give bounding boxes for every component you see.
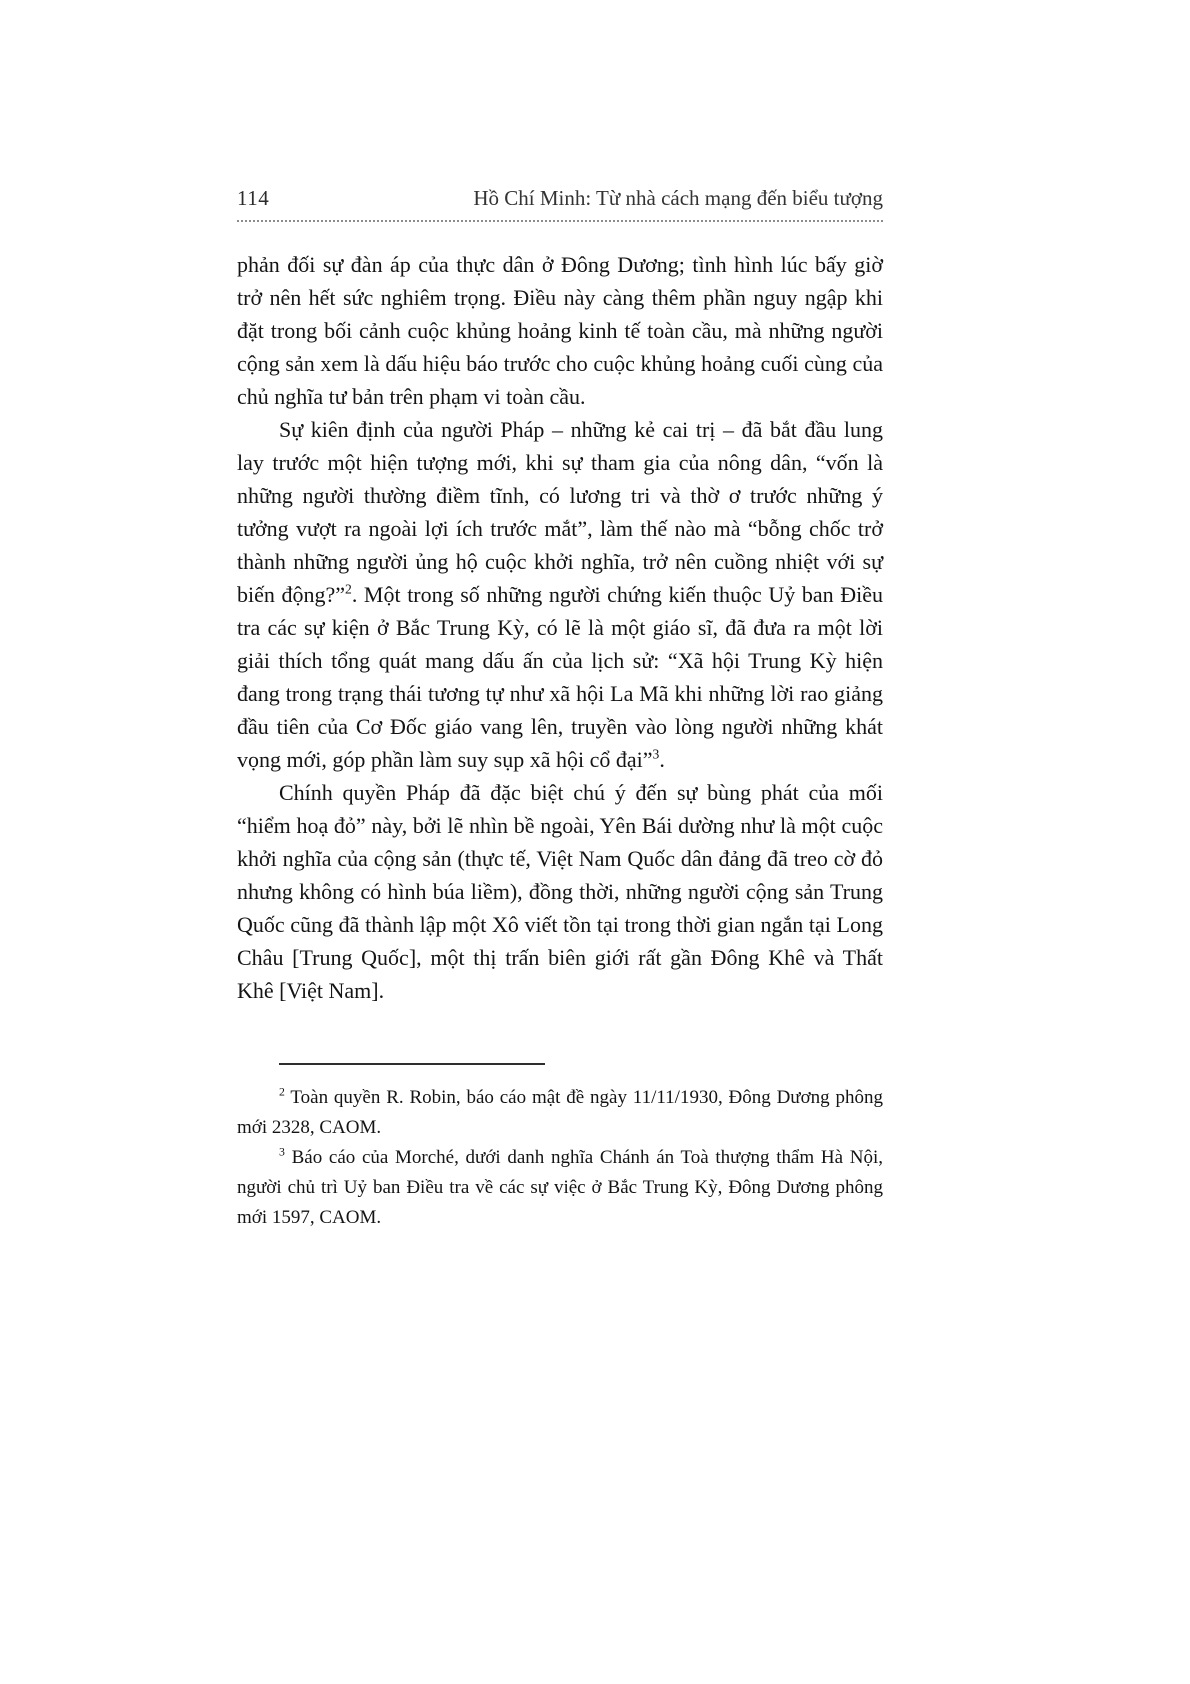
footnote-3	[237, 1143, 883, 1233]
paragraph-1	[237, 248, 883, 413]
paragraph-2	[237, 413, 883, 776]
book-page	[237, 186, 883, 1233]
footnote-3-marker: 3	[279, 1145, 285, 1159]
paragraph-3-text: Chính quyền Pháp đã đặc biệt chú ý đến sự bùng phát của mối “hiểm hoạ đỏ” này, bởi lẽ nhìn bề ngoài, Yên Bái dường như là một cuộc khởi nghĩa của cộng sản (thực tế, Việt Nam Quốc dân đảng đã treo cờ đỏ nhưng không có hình búa liềm), đồng thời, những người cộng sản Trung Quốc cũng đã thành lập một Xô viết tồn tại trong thời gian ngắn tại Long Châu [Trung Quốc], một thị trấn biên giới rất gần Đông Khê và Thất Khê [Việt Nam].	[237, 780, 883, 1003]
footnote-separator	[279, 1063, 545, 1065]
paragraph-3	[237, 776, 883, 1007]
footnote-2-text: Toàn quyền R. Robin, báo cáo mật đề ngày 11/11/1930, Đông Dương phông mới 2328, CAOM.	[237, 1087, 883, 1138]
body-text	[237, 248, 883, 1007]
running-title: Hồ Chí Minh: Từ nhà cách mạng đến biểu tượng	[473, 186, 883, 210]
page-header	[237, 186, 883, 222]
footnotes	[237, 1083, 883, 1233]
footnote-ref-2: 2	[345, 581, 352, 597]
footnote-2	[237, 1083, 883, 1143]
footnote-3-text: Báo cáo của Morché, dưới danh nghĩa Chánh án Toà thượng thẩm Hà Nội, người chủ trì Uỷ ban Điều tra về các sự việc ở Bắc Trung Kỳ, Đông Dương phông mới 1597, CAOM.	[237, 1147, 884, 1228]
paragraph-2-text-a: Sự kiên định của người Pháp – những kẻ cai trị – đã bắt đầu lung lay trước một hiện tượng mới, khi sự tham gia của nông dân, “vốn là những người thường điềm tĩnh, có lương tri và thờ ơ trước những ý tưởng vượt ra ngoài lợi ích trước mắt”, làm thế nào mà “bỗng chốc trở thành những người ủng hộ cuộc khởi nghĩa, trở nên cuồng nhiệt với sự biến động?”	[237, 417, 883, 607]
footnote-2-marker: 2	[279, 1085, 285, 1099]
paragraph-2-text-c: .	[659, 747, 665, 772]
paragraph-1-text: phản đối sự đàn áp của thực dân ở Đông Dương; tình hình lúc bấy giờ trở nên hết sức nghiêm trọng. Điều này càng thêm phần nguy ngập khi đặt trong bối cảnh cuộc khủng hoảng kinh tế toàn cầu, mà những người cộng sản xem là dấu hiệu báo trước cho cuộc khủng hoảng cuối cùng của chủ nghĩa tư bản trên phạm vi toàn cầu.	[237, 252, 883, 409]
page-number: 114	[237, 186, 270, 210]
footnote-ref-3: 3	[652, 746, 660, 762]
paragraph-2-text-b: . Một trong số những người chứng kiến thuộc Uỷ ban Điều tra các sự kiện ở Bắc Trung Kỳ, có lẽ là một giáo sĩ, đã đưa ra một lời giải thích tổng quát mang dấu ấn của lịch sử: “Xã hội Trung Kỳ hiện đang trong trạng thái tương tự như xã hội La Mã khi những lời rao giảng đầu tiên của Cơ Đốc giáo vang lên, truyền vào lòng người những khát vọng mới, góp phần làm suy sụp xã hội cổ đại”	[237, 582, 884, 772]
